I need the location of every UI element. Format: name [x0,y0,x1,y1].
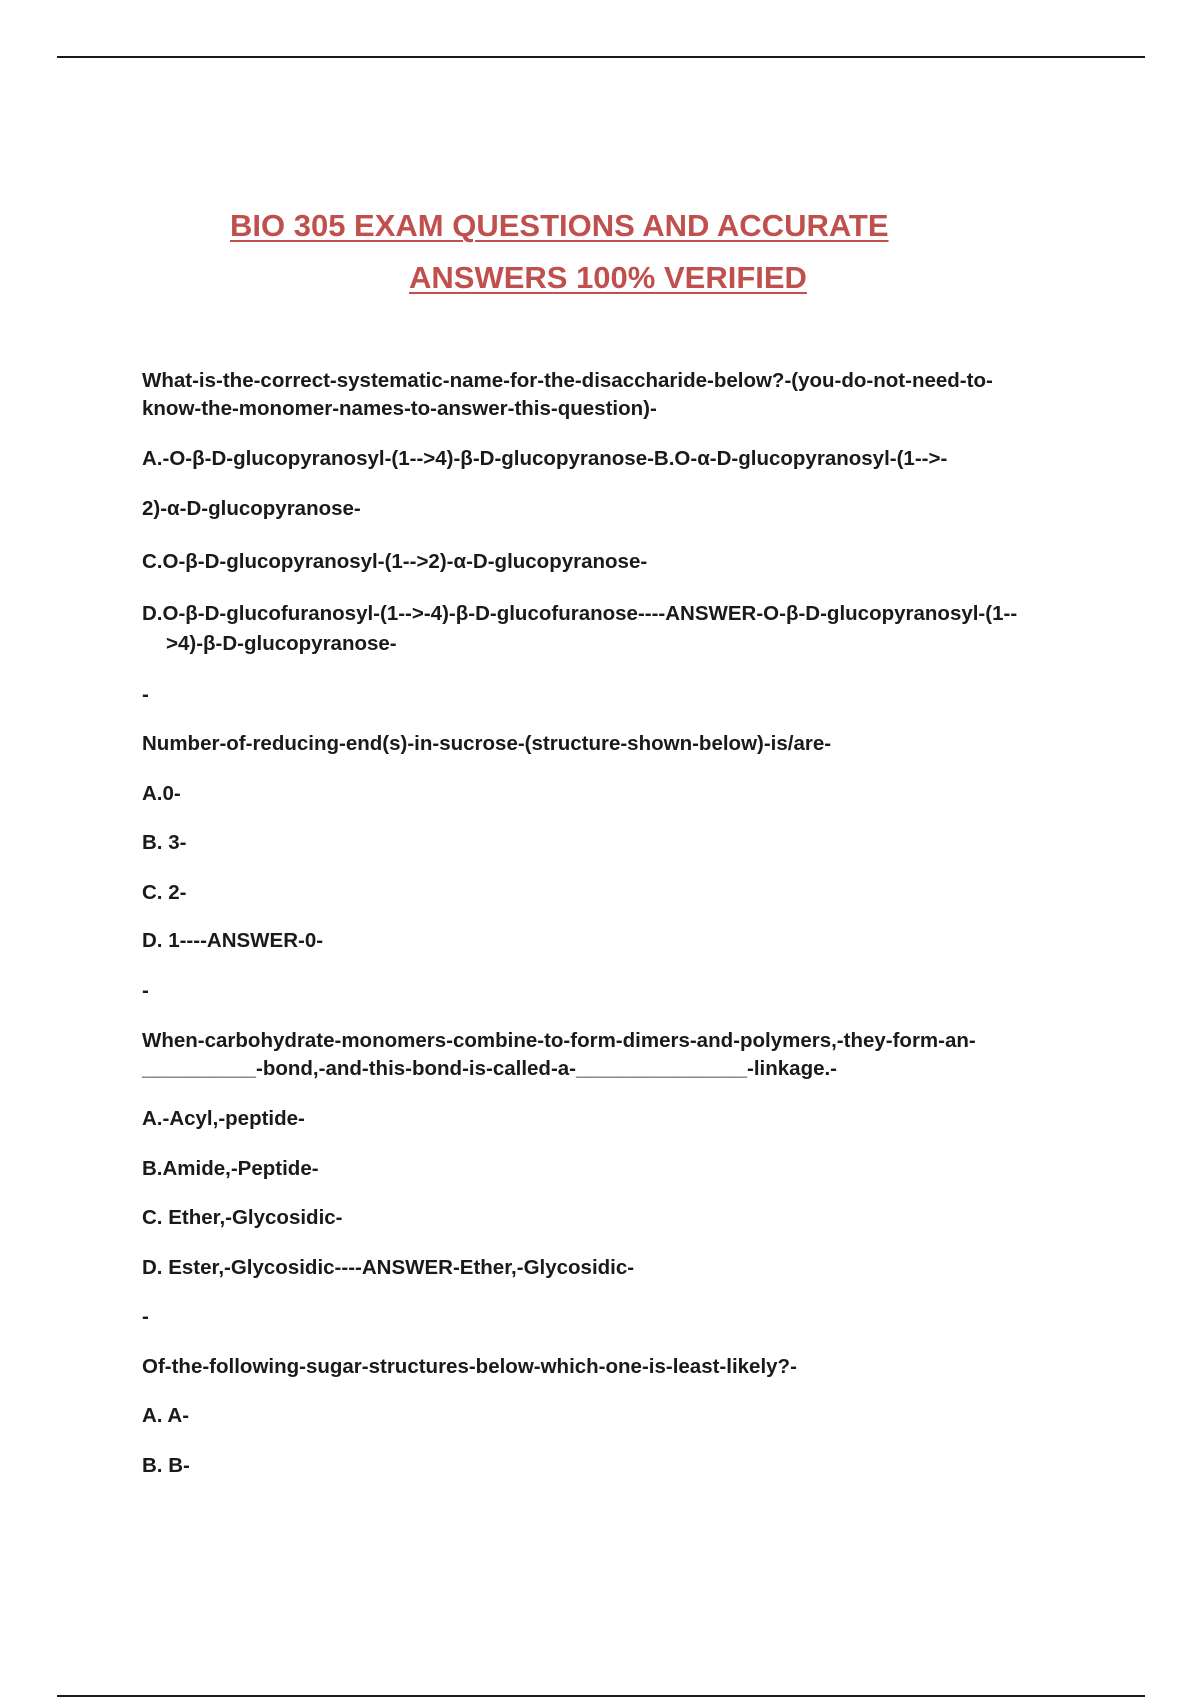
q2-option-d: D. 1----ANSWER-0- [142,929,324,952]
q1-option-c: C.O-β-D-glucopyranosyl-(1-->2)-α-D-glucopyranose- [142,550,648,573]
q2-question: Number-of-reducing-end(s)-in-sucrose-(structure-shown-below)-is/are- [142,732,832,755]
q1-option-d-line-1: D.O-β-D-glucofuranosyl-(1-->-4)-β-D-glucofuranose----ANSWER-O-β-D-glucopyranosyl-(1-- [142,602,1018,625]
q2-option-b: B. 3- [142,831,187,854]
q2-option-c: C. 2- [142,881,187,904]
q1-option-a-b: A.-O-β-D-glucopyranosyl-(1-->4)-β-D-glucopyranose-B.O-α-D-glucopyranosyl-(1-->- [142,447,948,470]
q2-option-a: A.0- [142,782,181,805]
header-rule [57,56,1145,58]
title-line-1: BIO 305 EXAM QUESTIONS AND ACCURATE [230,208,889,243]
q3-separator: - [142,1305,149,1328]
footer-rule [57,1695,1145,1697]
q3-option-d: D. Ester,-Glycosidic----ANSWER-Ether,-Glycosidic- [142,1256,635,1279]
q1-question-line-2: know-the-monomer-names-to-answer-this-question)- [142,397,657,420]
q1-question-line-1: What-is-the-correct-systematic-name-for-the-disaccharide-below?-(you-do-not-need-to- [142,369,993,392]
q2-separator: - [142,979,149,1002]
q1-separator: - [142,683,149,706]
title-line-2: ANSWERS 100% VERIFIED [409,260,807,295]
q1-option-b-continued: 2)-α-D-glucopyranose- [142,497,361,520]
q1-option-d-line-2: >4)-β-D-glucopyranose- [166,632,397,655]
q3-option-b: B.Amide,-Peptide- [142,1157,319,1180]
q3-question-line-2: __________-bond,-and-this-bond-is-called-a-_______________-linkage.- [142,1057,838,1080]
q4-question: Of-the-following-sugar-structures-below-which-one-is-least-likely?- [142,1355,797,1378]
q4-option-b: B. B- [142,1454,190,1477]
q3-option-a: A.-Acyl,-peptide- [142,1107,305,1130]
q4-option-a: A. A- [142,1404,190,1427]
q3-question-line-1: When-carbohydrate-monomers-combine-to-form-dimers-and-polymers,-they-form-an- [142,1029,976,1052]
q3-option-c: C. Ether,-Glycosidic- [142,1206,343,1229]
